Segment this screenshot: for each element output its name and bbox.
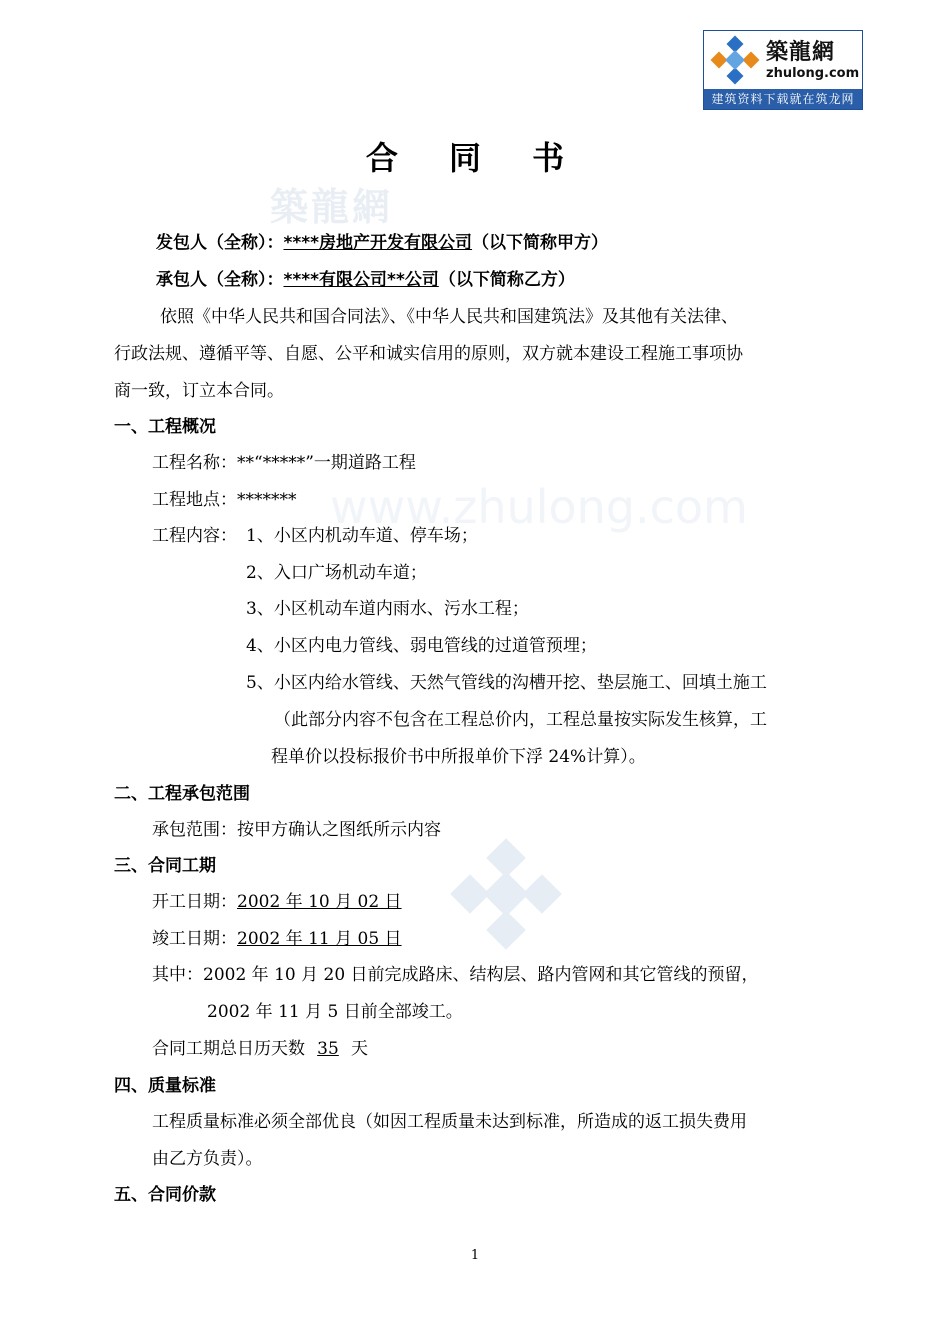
logo-top (704, 31, 862, 89)
zhulong-logo (703, 30, 863, 110)
content-note-2: 程单价以投标报价书中所报单价下浮 24%计算）。 (271, 747, 646, 767)
end-date-label: 竣工日期： (152, 929, 237, 949)
watermark-top-text: 築龍網 (270, 185, 394, 229)
project-content-label: 工程内容： (152, 526, 237, 546)
employer-suffix: （以下简称甲方） (472, 233, 609, 253)
intro-line-2: 行政法规、遵循平等、自愿、公平和诚实信用的原则，双方就本建设工程施工事项协 (114, 344, 743, 364)
employer-label: 发包人（全称）： (156, 233, 284, 253)
end-date: 2002 年 11 月 05 日 (237, 929, 402, 949)
contractor-name: ****有限公司**公司 (283, 270, 439, 290)
project-location: 工程地点：******* (152, 490, 297, 510)
schedule-note-2: 2002 年 11 月 5 日前全部竣工。 (207, 1002, 463, 1022)
total-days-prefix: 合同工期总日历天数 (152, 1039, 305, 1059)
document-title: 合 同 书 (365, 139, 585, 177)
section5-heading: 五、合同价款 (114, 1185, 216, 1205)
quality-text-2: 由乙方负责）。 (152, 1149, 263, 1169)
quality-text-1: 工程质量标准必须全部优良（如因工程质量未达到标准，所造成的返工损失费用 (152, 1112, 747, 1132)
watermark-snowflake-icon (450, 838, 562, 950)
start-date-line (152, 891, 402, 913)
scope-line: 承包范围：按甲方确认之图纸所示内容 (152, 820, 441, 840)
logo-url: zhulong.com (766, 66, 860, 81)
logo-slogan: 建筑资料下载就在筑龙网 (704, 89, 862, 109)
content-item: 1、小区内机动车道、停车场； (246, 526, 478, 546)
employer-line (156, 232, 608, 254)
logo-name: 築龍網 (766, 40, 836, 65)
section3-heading: 三、合同工期 (114, 856, 216, 876)
contractor-suffix: （以下简称乙方） (438, 270, 575, 290)
intro-line-3: 商一致，订立本合同。 (114, 381, 284, 401)
content-item: 4、小区内电力管线、弱电管线的过道管预埋； (246, 636, 597, 656)
project-name: 工程名称：**“*****”一期道路工程 (152, 453, 416, 473)
section4-heading: 四、质量标准 (114, 1076, 216, 1096)
contractor-line (156, 269, 575, 291)
content-item: 5、小区内给水管线、天然气管线的沟槽开挖、垫层施工、回填土施工 (246, 673, 767, 693)
total-days-line (152, 1038, 368, 1060)
snowflake-logo-icon (708, 34, 762, 86)
content-note-1: （此部分内容不包含在工程总价内，工程总量按实际发生核算，工 (274, 710, 767, 730)
section2-heading: 二、工程承包范围 (114, 784, 250, 804)
end-date-line (152, 928, 402, 950)
total-days-value: 35 (317, 1039, 339, 1059)
start-date-label: 开工日期： (152, 892, 237, 912)
content-item: 3、小区机动车道内雨水、污水工程； (246, 599, 529, 619)
watermark-url-text: www.zhulong.com (330, 480, 748, 534)
page-number: 1 (470, 1248, 480, 1263)
intro-line-1: 依照《中华人民共和国合同法》、《中华人民共和国建筑法》及其他有关法律、 (160, 307, 738, 327)
section1-heading: 一、工程概况 (114, 417, 216, 437)
contractor-label: 承包人（全称）： (156, 270, 284, 290)
schedule-note-1: 其中：2002 年 10 月 20 日前完成路床、结构层、路内管网和其它管线的预留， (152, 965, 759, 985)
content-item: 2、入口广场机动车道； (246, 563, 427, 583)
total-days-suffix: 天 (351, 1039, 368, 1059)
start-date: 2002 年 10 月 02 日 (237, 892, 402, 912)
employer-name: ****房地产开发有限公司 (283, 233, 473, 253)
